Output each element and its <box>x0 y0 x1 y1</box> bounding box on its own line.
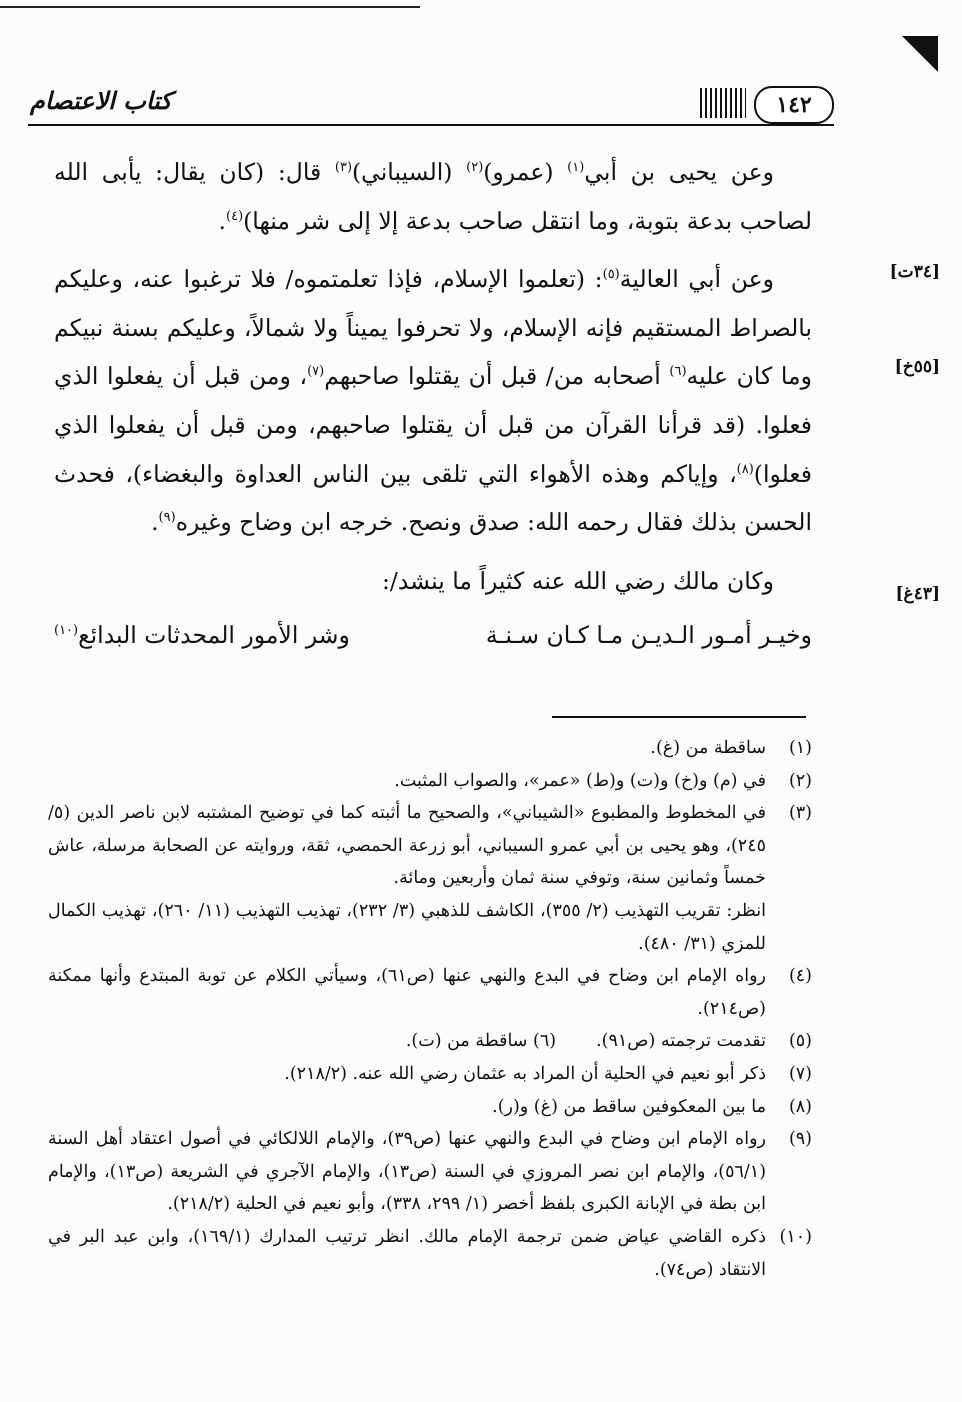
poetry-verse <box>54 611 812 660</box>
footnote-9: (٩) رواه الإمام ابن وضاح في البدع والنهي عنها (ص٣٩)، والإمام اللالكائي في أصول اعتقاد أهل السنة (٥٦/١)، والإمام ابن نصر المروزي في السنة (ص١٣)، والإمام الآجري في الشريعة (ص١٣)، والإمام ابن بطة في الإبانة الكبرى بلفظ أخصر (١/ ٢٩٩، ٣٣٨)، وأبو نعيم في الحلية (٢١٨/٢). <box>48 1129 812 1215</box>
paragraph-abul-aliya: وعن أبي العالية$^{(٥)}$: (تعلموا الإسلام، فإذا تعلمتموه/ فلا ترغبوا عنه، وعليكم بالصراط المستقيم فإنه الإسلام، ولا تحرفوا يميناً ولا شمالاً، وعليكم بسنة نبيكم وما كان عليه$^{(٦)}$ أصحابه من/ قبل أن يقتلوا صاحبهم$^{(٧)}$، ومن قبل أن يفعلوا الذي فعلوا. (قد قرأنا القرآن من قبل أن يقتلوا صاحبهم، ومن قبل أن يفعلوا الذي فعلوا)$^{(٨)}$، وإياكم وهذه الأهواء التي تلقى بين الناس العداوة والبغضاء)، فحدث الحسن بذلك فقال رحمه الله: صدق ونصح. خرجه ابن وضاح وغيره$^{(٩)}$. <box>54 265 812 537</box>
page-header <box>28 86 834 126</box>
footnote-1: (١) ساقطة من (غ). <box>650 738 812 758</box>
footnote-2: (٢) في (م) و(خ) و(ت) و(ط) «عمر»، والصواب المثبت. <box>394 770 812 791</box>
verse-second-hemistich: وشر الأمور المحدثات البدائع$^{(١٠)}$ <box>54 621 350 650</box>
footnote-4: (٤) رواه الإمام ابن وضاح في البدع والنهي عنها (ص٦١)، وسيأتي الكلام عن توبة المبتدع وأنها ممكنة (ص٢١٤). <box>48 966 812 1019</box>
paragraph-yahya: وعن يحيى بن أبي$^{(١)}$ (عمرو)$^{(٢)}$ (السيباني)$^{(٣)}$ قال: (كان يقال: يأبى الله لصاحب بدعة بتوبة، وما انتقل صاحب بدعة إلا إلى شر منها)$^{(٤)}$. <box>54 158 812 235</box>
paragraph-malik: وكان مالك رضي الله عنه كثيراً ما ينشد/: <box>381 566 774 595</box>
main-text <box>54 148 812 660</box>
footnote-8: (٨) ما بين المعكوفين ساقط من (غ) و(ر). <box>492 1096 812 1117</box>
running-title: كتاب الاعتصام <box>30 86 172 115</box>
header-rule <box>28 124 834 126</box>
page-number: ١٤٢ <box>754 86 834 124</box>
corner-triangle-mark <box>902 36 938 72</box>
footnote-5-6: (٥) تقدمت ترجمته (ص٩١). (٦) ساقطة من (ت). <box>405 1031 812 1052</box>
scan-edge-line <box>0 6 420 8</box>
decorative-bars <box>700 88 746 118</box>
margin-marker: [٥٥خ] <box>894 357 940 377</box>
footnotes <box>48 732 812 1286</box>
footnote-7: (٧) ذكر أبو نعيم في الحلية أن المراد به عثمان رضي الله عنه. (٢١٨/٢). <box>284 1063 812 1084</box>
footnote-3: (٣) في المخطوط والمطبوع «الشيباني»، والصحيح ما أثبته كما في توضيح المشتبه لابن ناصر الدين (٥/ ٢٤٥)، وهو يحيى بن أبي عمرو السيباني، أبو زرعة الحمصي، ثقة، وروايته عن الصحابة مرسلة، عاش خمساً وثمانين سنة، وتوفي سنة ثمان وأربعين ومائة. انظر: تقريب التهذيب (٢/ ٣٥٥)، الكاشف للذهبي (٣/ ٢٣٢)، تهذيب التهذيب (١١/ ٢٦٠)، تهذيب الكمال للمزي (٣١/ ٤٨٠). <box>48 803 812 954</box>
margin-marker: [٣٤ت] <box>889 262 940 282</box>
footnote-10: (١٠) ذكره القاضي عياض ضمن ترجمة الإمام مالك. انظر ترتيب المدارك (١٦٩/١)، وابن عبد البر في الانتقاد (ص٧٤). <box>48 1226 812 1280</box>
footnote-separator <box>552 716 806 718</box>
margin-marker: [٤٣غ] <box>895 584 940 604</box>
verse-first-hemistich: وخيـر أمـور الـديـن مـا كـان سـنـة <box>485 621 812 650</box>
